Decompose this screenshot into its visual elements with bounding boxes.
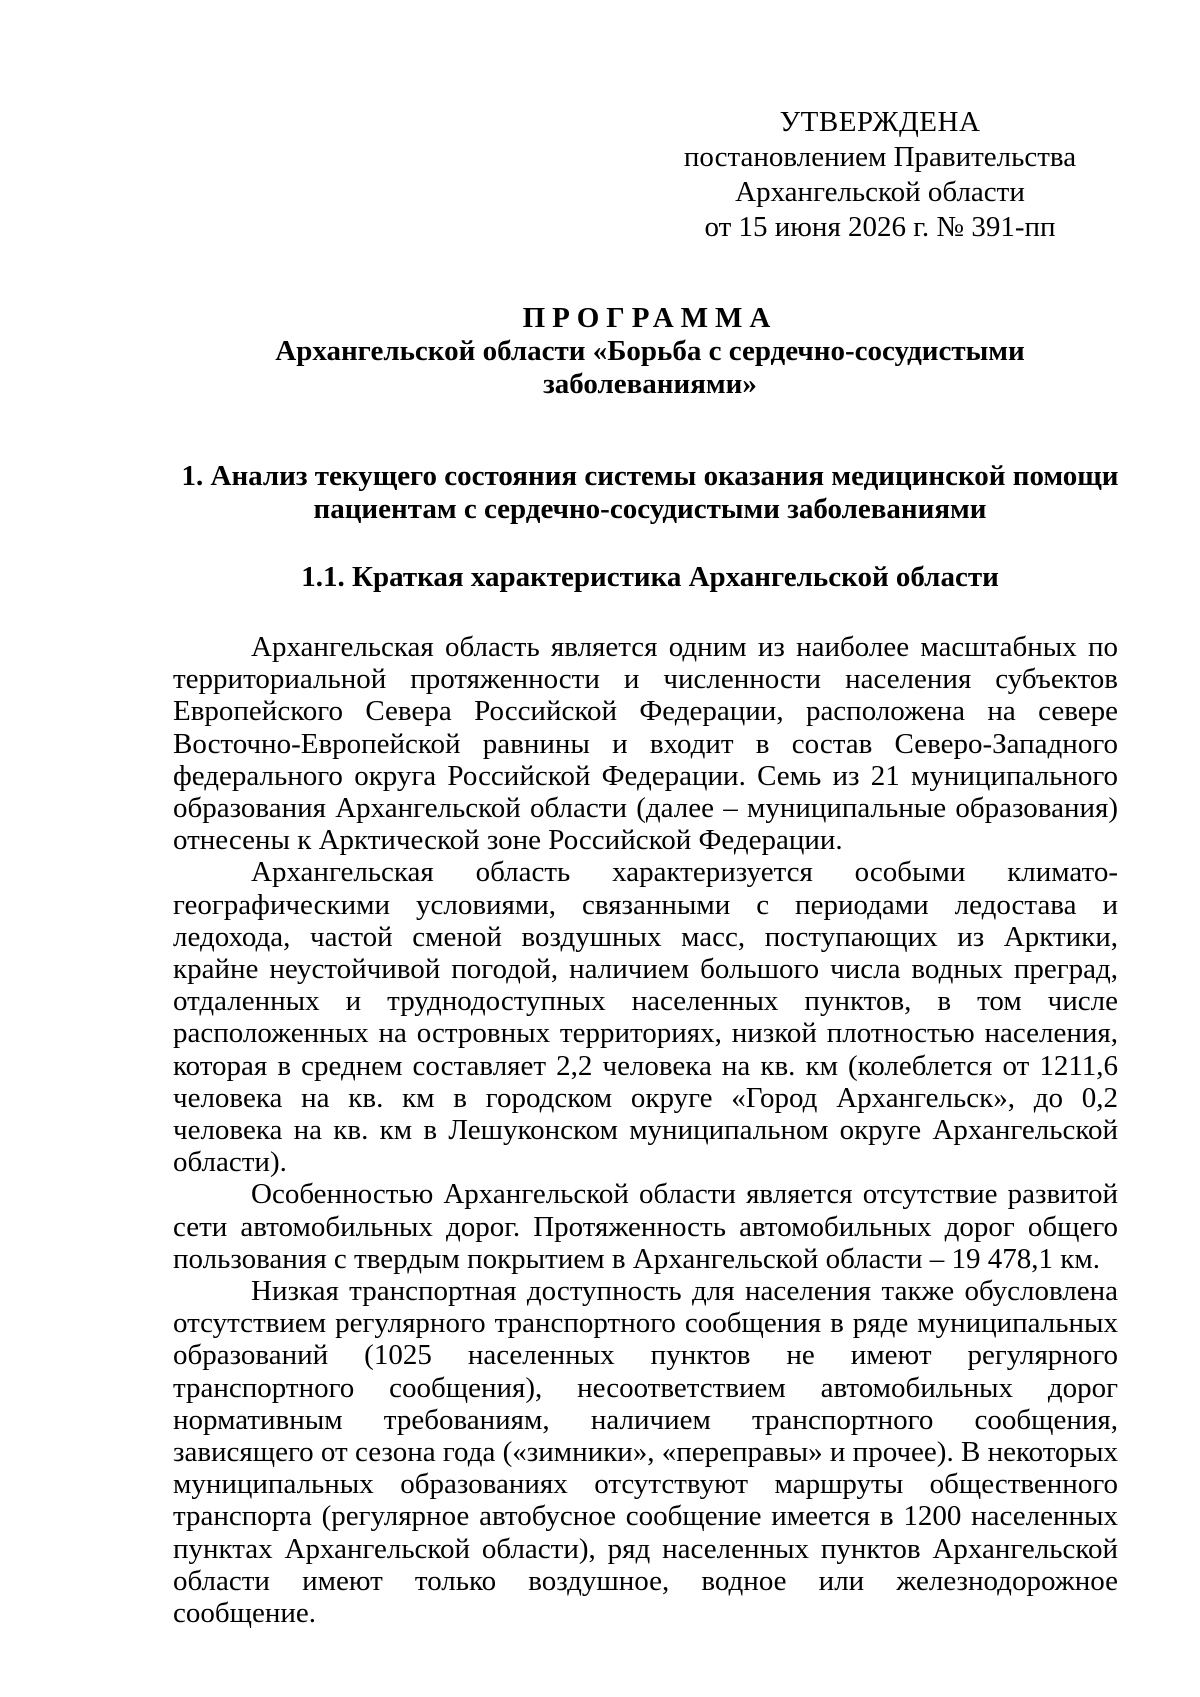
section-heading: 1. Анализ текущего состояния системы оказания медицинской помощи пациентам с сердечно-сосудистыми заболеваниями bbox=[181, 460, 1119, 525]
paragraph: Особенностью Архангельской области является отсутствие развитой сети автомобильных дорог. Протяженность автомобильных дорог общего пользования с твердым покрытием в Архангельской области – 19 478,1 км. bbox=[173, 1178, 1118, 1275]
program-heading bbox=[175, 302, 1125, 401]
body-text bbox=[173, 631, 1118, 1629]
paragraph: Низкая транспортная доступность для населения также обусловлена отсутствием регулярного транспортного сообщения в ряде муниципальных образований (1025 населенных пунктов не имеют регулярного транспортного сообщения), несоответствием автомобильных дорог нормативным требованиям, наличием транспортного сообщения, зависящего от сезона года («зимники», «переправы» и прочее). В некоторых муниципальных образованиях отсутствуют маршруты общественного транспорта (регулярное автобусное сообщение имеется в 1200 населенных пунктах Архангельской области), ряд населенных пунктов Архангельской области имеют только воздушное, водное или железнодорожное сообщение. bbox=[173, 1275, 1118, 1630]
approval-title: УТВЕРЖДЕНА bbox=[779, 106, 981, 138]
approval-stamp bbox=[620, 105, 1140, 245]
program-title: Архангельской области «Борьба с сердечно-сосудистыми заболеваниями» bbox=[275, 335, 1025, 400]
approval-region: Архангельской области bbox=[735, 176, 1025, 208]
subsection-heading: 1.1. Краткая характеристика Архангельской области bbox=[301, 561, 999, 593]
program-label: ПРОГРАММА bbox=[522, 302, 778, 334]
paragraph: Архангельская область является одним из наиболее масштабных по территориальной протяженности и численности населения субъектов Европейского Севера Российской Федерации, расположена на севере Восточно-Европейской равнины и входит в состав Северо-Западного федерального округа Российской Федерации. Семь из 21 муниципального образования Архангельской области (далее – муниципальные образования) отнесены к Арктической зоне Российской Федерации. bbox=[173, 631, 1118, 857]
approval-issuer: постановлением Правительства bbox=[683, 141, 1077, 173]
approval-date-number: от 15 июня 2026 г. № 391-пп bbox=[704, 211, 1056, 243]
paragraph: Архангельская область характеризуется особыми климато-географическими условиями, связанными с периодами ледостава и ледохода, частой сменой воздушных масс, поступающих из Арктики, крайне неустойчивой погодой, наличием большого числа водных преград, отдаленных и труднодоступных населенных пунктов, в том числе расположенных на островных территориях, низкой плотностью населения, которая в среднем составляет 2,2 человека на кв. км (колеблется от 1211,6 человека на кв. км в городском округе «Город Архангельск», до 0,2 человека на кв. км в Лешуконском муниципальном округе Архангельской области). bbox=[173, 856, 1118, 1179]
